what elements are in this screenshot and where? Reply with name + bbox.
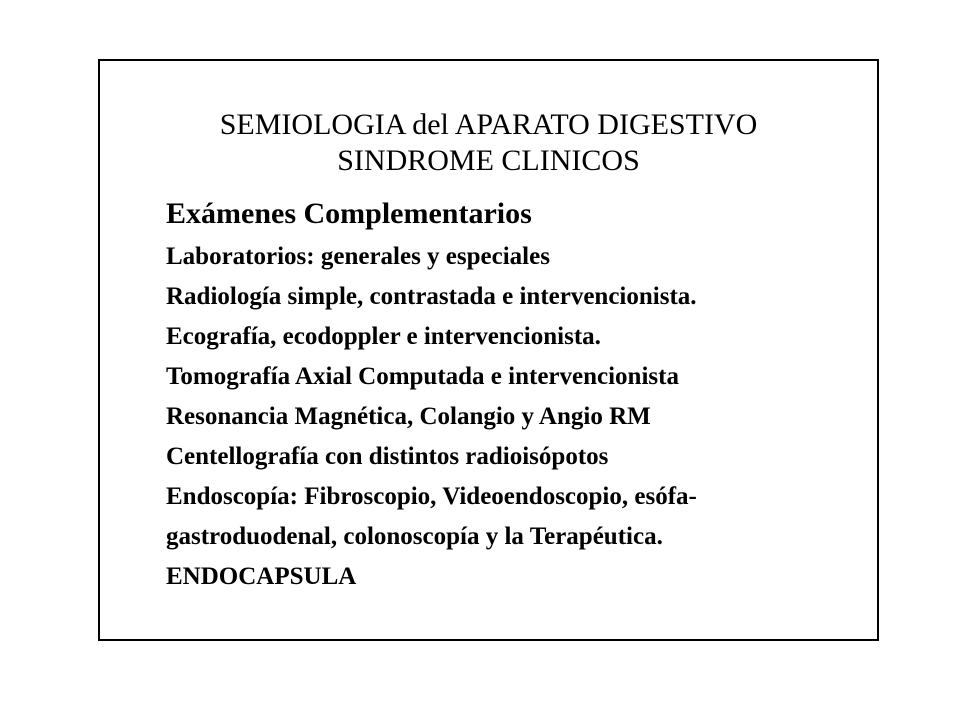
list-item: Centellografía con distintos radioisópotos xyxy=(166,443,609,470)
list-item: Ecografía, ecodoppler e intervencionista. xyxy=(166,323,601,350)
list-item: Laboratorios: generales y especiales xyxy=(166,243,550,270)
list-item: Endoscopía: Fibroscopio, Videoendoscopio, esófa- xyxy=(166,483,697,510)
list-item: Tomografía Axial Computada e intervencionista xyxy=(166,363,679,390)
section-heading: Exámenes Complementarios xyxy=(166,197,532,230)
list-item: Radiología simple, contrastada e intervencionista. xyxy=(166,283,697,310)
list-item: ENDOCAPSULA xyxy=(166,563,357,590)
list-item: gastroduodenal, colonoscopía y la Terapéutica. xyxy=(166,523,663,550)
exam-list xyxy=(166,237,697,597)
title-line-1: SEMIOLOGIA del APARATO DIGESTIVO xyxy=(219,108,758,141)
title-line-2: SINDROME CLINICOS xyxy=(337,144,640,177)
list-item: Resonancia Magnética, Colangio y Angio RM xyxy=(166,403,651,430)
content-frame xyxy=(98,59,879,641)
